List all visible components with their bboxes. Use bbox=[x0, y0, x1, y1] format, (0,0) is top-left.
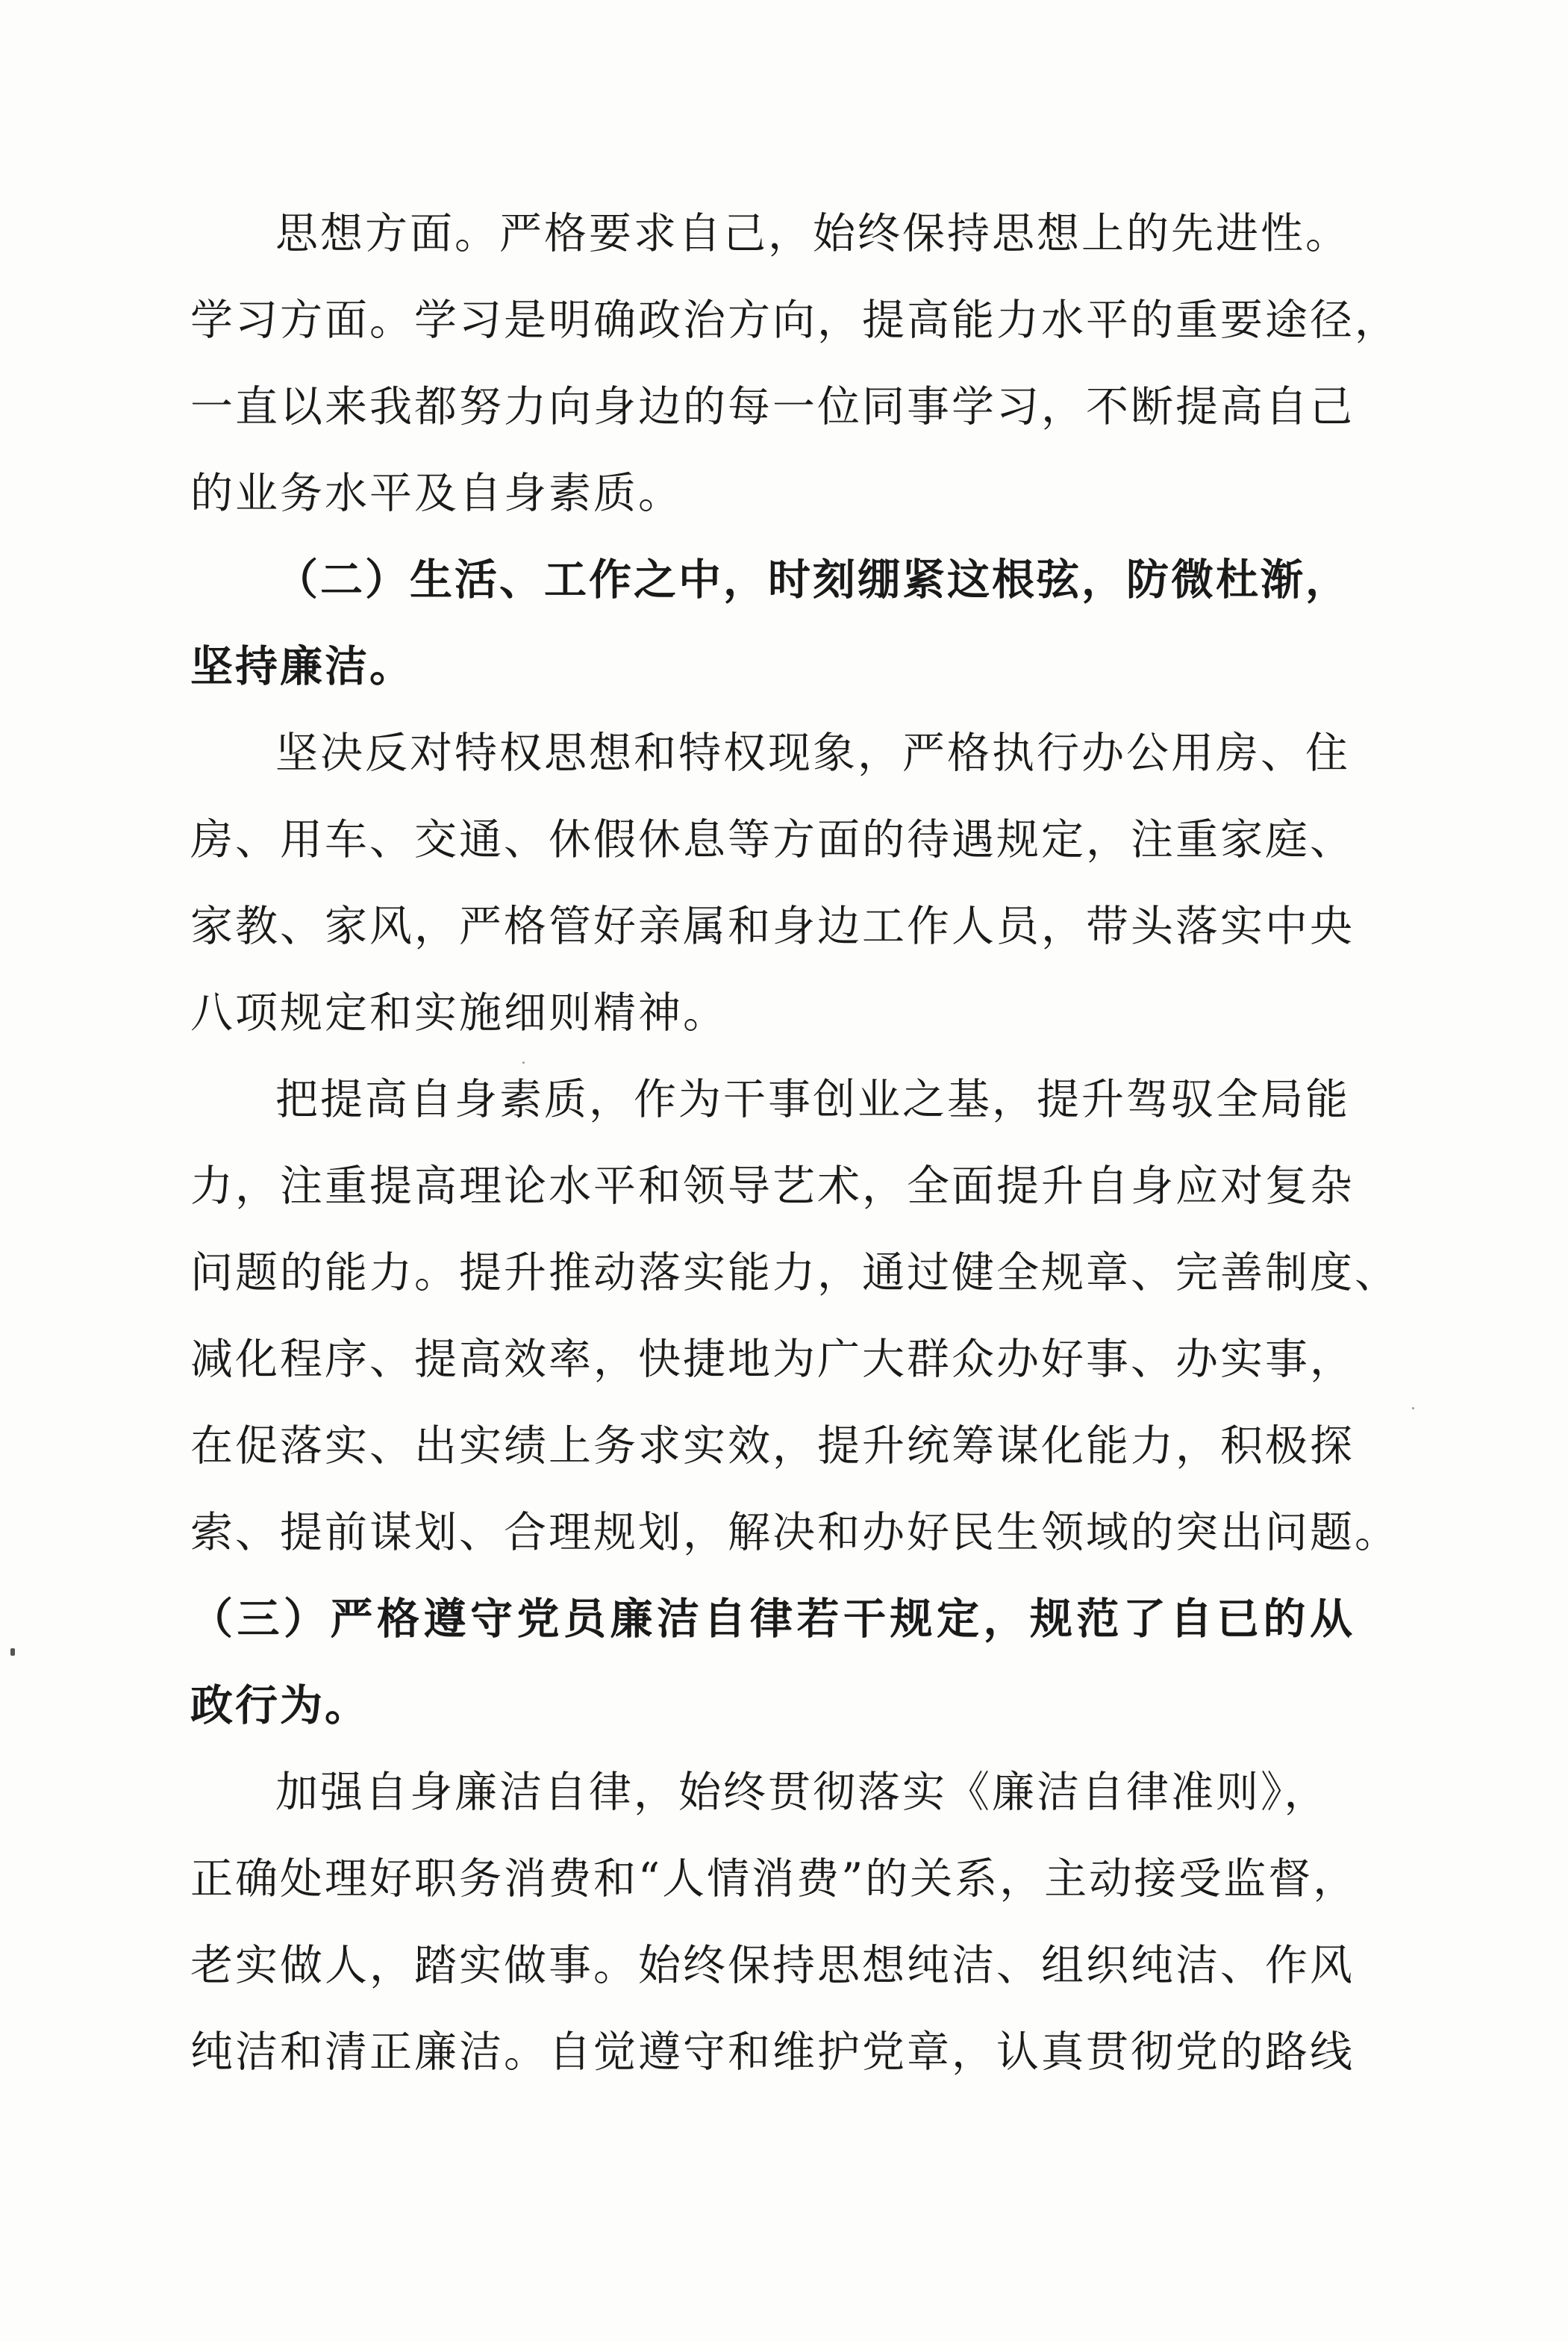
section-heading-2-cont: 坚持廉洁。 bbox=[190, 642, 414, 691]
section-heading-3: （三）严格遵守党员廉洁自律若干规定，规范了自已的从 bbox=[190, 1595, 1355, 1644]
paragraph-line: 八项规定和实施细则精神。 bbox=[190, 988, 728, 1038]
paragraph-line: 减化程序、提高效率，快捷地为广大群众办好事、办实事， bbox=[190, 1335, 1355, 1384]
paragraph-line: 老实做人，踏实做事。始终保持思想纯洁、组织纯洁、作风 bbox=[190, 1941, 1355, 1990]
paragraph-line: 学习方面。学习是明确政治方向，提高能力水平的重要途径， bbox=[190, 296, 1399, 345]
section-heading-3-cont: 政行为。 bbox=[190, 1681, 369, 1730]
paragraph-line: 力，注重提高理论水平和领导艺术，全面提升自身应对复杂 bbox=[190, 1162, 1355, 1211]
paragraph-line: 一直以来我都努力向身边的每一位同事学习，不断提高自己 bbox=[190, 382, 1355, 431]
paragraph-line: 把提高自身素质，作为干事创业之基，提升驾驭全局能 bbox=[275, 1075, 1350, 1124]
document-body bbox=[190, 190, 1399, 2095]
paragraph-line: 思想方面。严格要求自己，始终保持思想上的先进性。 bbox=[275, 209, 1350, 258]
paragraph-line: 纯洁和清正廉洁。自觉遵守和维护党章，认真贯彻党的路线 bbox=[190, 2027, 1355, 2077]
paragraph-line: 家教、家风，严格管好亲属和身边工作人员，带头落实中央 bbox=[190, 902, 1355, 951]
paragraph-line: 房、用车、交通、休假休息等方面的待遇规定，注重家庭、 bbox=[190, 815, 1355, 864]
paragraph-line: 的业务水平及自身素质。 bbox=[190, 469, 683, 518]
paragraph-line: 坚决反对特权思想和特权现象，严格执行办公用房、住 bbox=[275, 729, 1350, 778]
scan-speck bbox=[1412, 1407, 1414, 1409]
paragraph-line: 正确处理好职务消费和“人情消费”的关系，主动接受监督， bbox=[190, 1854, 1358, 1904]
paragraph-line: 加强自身廉洁自律，始终贯彻落实《廉洁自律准则》， bbox=[275, 1768, 1329, 1817]
margin-mark bbox=[10, 1648, 15, 1656]
scan-speck bbox=[522, 1062, 525, 1064]
section-heading-2: （二）生活、工作之中，时刻绷紧这根弦，防微杜渐， bbox=[275, 555, 1350, 605]
paragraph-line: 在促落实、出实绩上务求实效，提升统筹谋化能力，积极探 bbox=[190, 1421, 1355, 1471]
paragraph-line: 索、提前谋划、合理规划，解决和办好民生领域的突出问题。 bbox=[190, 1508, 1399, 1557]
paragraph-line: 问题的能力。提升推动落实能力，通过健全规章、完善制度、 bbox=[190, 1248, 1399, 1297]
